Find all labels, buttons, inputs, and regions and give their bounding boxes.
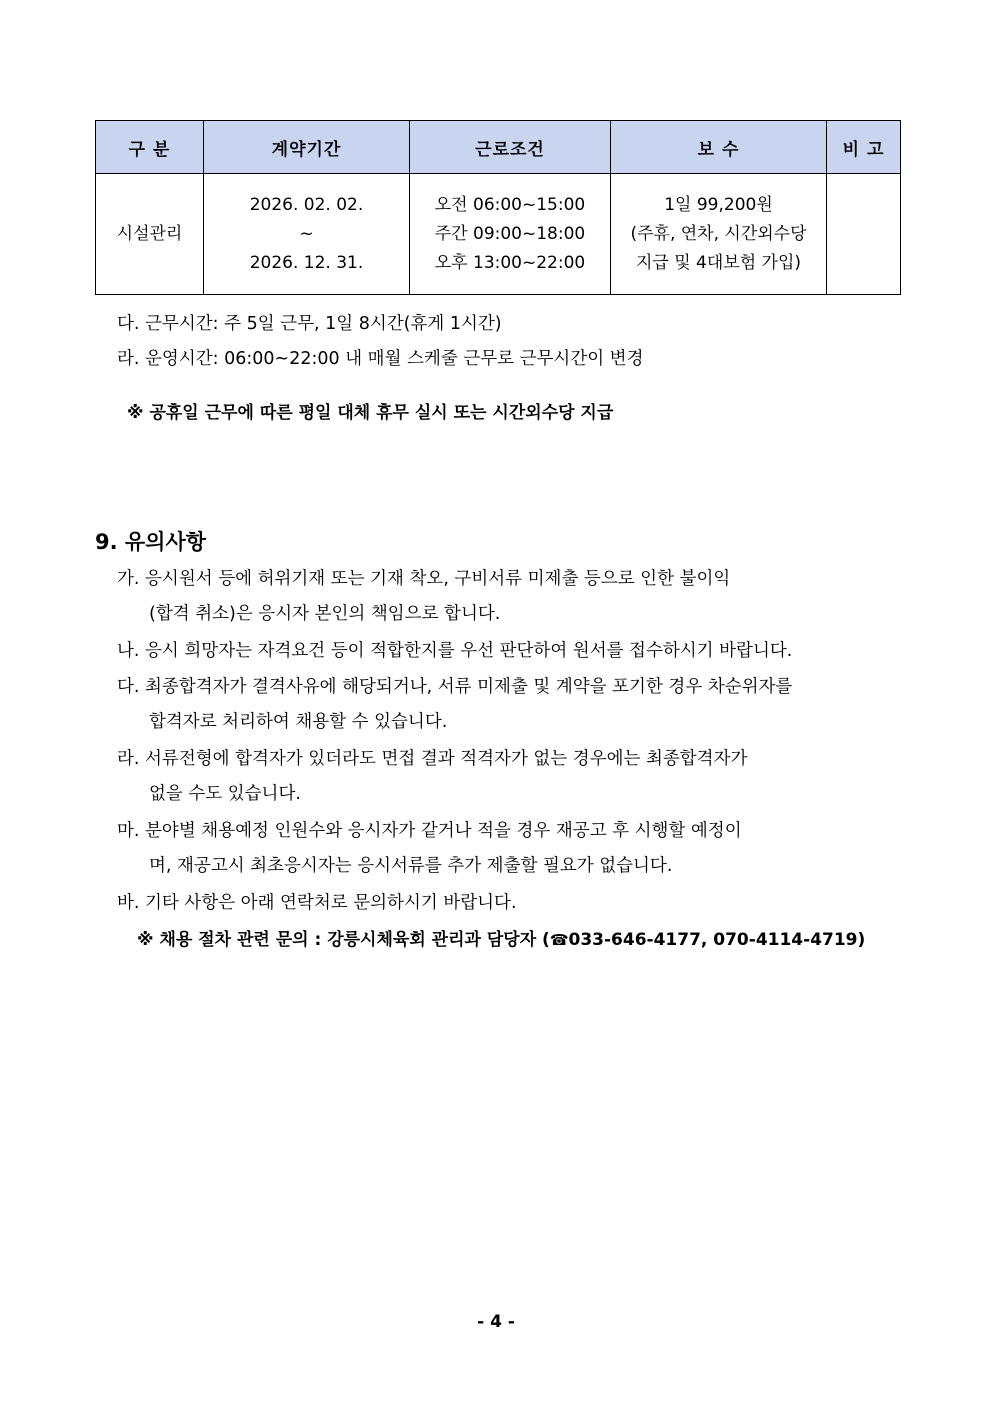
notice-item-ga-line-1: 가. 응시원서 등에 허위기재 또는 기재 착오, 구비서류 미제출 등으로 인한 불이익 bbox=[117, 569, 731, 589]
header-category: 구 분 bbox=[96, 121, 204, 174]
notice-item-da-line-2: 합격자로 처리하여 채용할 수 있습니다. bbox=[149, 712, 448, 732]
notice-item-da-line-1: 다. 최종합격자가 결격사유에 해당되거나, 서류 미제출 및 계약을 포기한 경우 차순위자를 bbox=[117, 677, 793, 697]
table-header-row bbox=[96, 121, 901, 174]
notice-item-ba: 바. 기타 사항은 아래 연락처로 문의하시기 바랍니다. bbox=[117, 893, 517, 913]
phone-icon: ☎ bbox=[549, 931, 569, 949]
shift-day: 주간 09:00~18:00 bbox=[434, 223, 586, 244]
pay-note-2: 지급 및 4대보험 가입) bbox=[635, 252, 802, 273]
shift-morning: 오전 06:00~15:00 bbox=[434, 194, 586, 215]
cell-remarks bbox=[827, 174, 901, 295]
work-hours-text: 다. 근무시간: 주 5일 근무, 1일 8시간(휴게 1시간) bbox=[117, 314, 502, 334]
notice-item-ma-line-1: 마. 분야별 채용예정 인원수와 응시자가 같거나 적을 경우 재공고 후 시행할 예정이 bbox=[117, 821, 742, 841]
table-row bbox=[96, 174, 901, 295]
notice-item-ga-line-2: (합격 취소)은 응시자 본인의 책임으로 합니다. bbox=[149, 604, 501, 624]
pay-daily: 1일 99,200원 bbox=[664, 194, 773, 215]
period-separator: ~ bbox=[299, 223, 314, 244]
notice-item-ra-line-1: 라. 서류전형에 합격자가 있더라도 면접 결과 적격자가 없는 경우에는 최종합격자가 bbox=[117, 749, 748, 769]
operation-hours-text: 라. 운영시간: 06:00~22:00 내 매월 스케줄 근무로 근무시간이 변경 bbox=[117, 349, 644, 369]
pay-note-1: (주휴, 연차, 시간외수당 bbox=[630, 223, 807, 244]
period-end: 2026. 12. 31. bbox=[249, 252, 364, 273]
cell-contract-period bbox=[204, 174, 410, 295]
page-number: - 4 - bbox=[477, 1312, 515, 1332]
contact-note bbox=[137, 925, 865, 950]
header-contract-period: 계약기간 bbox=[204, 121, 410, 174]
notice-item-ma-line-2: 며, 재공고시 최초응시자는 응시서류를 추가 제출할 필요가 없습니다. bbox=[149, 856, 673, 876]
contact-numbers: 033-646-4177, 070-4114-4719) bbox=[568, 930, 866, 950]
cell-pay bbox=[611, 174, 827, 295]
cell-category: 시설관리 bbox=[96, 174, 204, 295]
contact-prefix: ※ 채용 절차 관련 문의 : 강릉시체육회 관리과 담당자 ( bbox=[137, 930, 550, 950]
holiday-note: ※ 공휴일 근무에 따른 평일 대체 휴무 실시 또는 시간외수당 지급 bbox=[127, 403, 614, 423]
cell-work-conditions bbox=[410, 174, 611, 295]
shift-afternoon: 오후 13:00~22:00 bbox=[434, 252, 586, 273]
header-remarks: 비 고 bbox=[827, 121, 901, 174]
header-pay: 보 수 bbox=[611, 121, 827, 174]
period-start: 2026. 02. 02. bbox=[249, 194, 364, 215]
employment-conditions-table bbox=[95, 120, 901, 295]
notice-item-na: 나. 응시 희망자는 자격요건 등이 적합한지를 우선 판단하여 원서를 접수하시기 바랍니다. bbox=[117, 641, 793, 661]
notice-item-ra-line-2: 없을 수도 있습니다. bbox=[149, 784, 301, 804]
header-work-conditions: 근로조건 bbox=[410, 121, 611, 174]
section-title-notices: 9. 유의사항 bbox=[95, 530, 207, 554]
